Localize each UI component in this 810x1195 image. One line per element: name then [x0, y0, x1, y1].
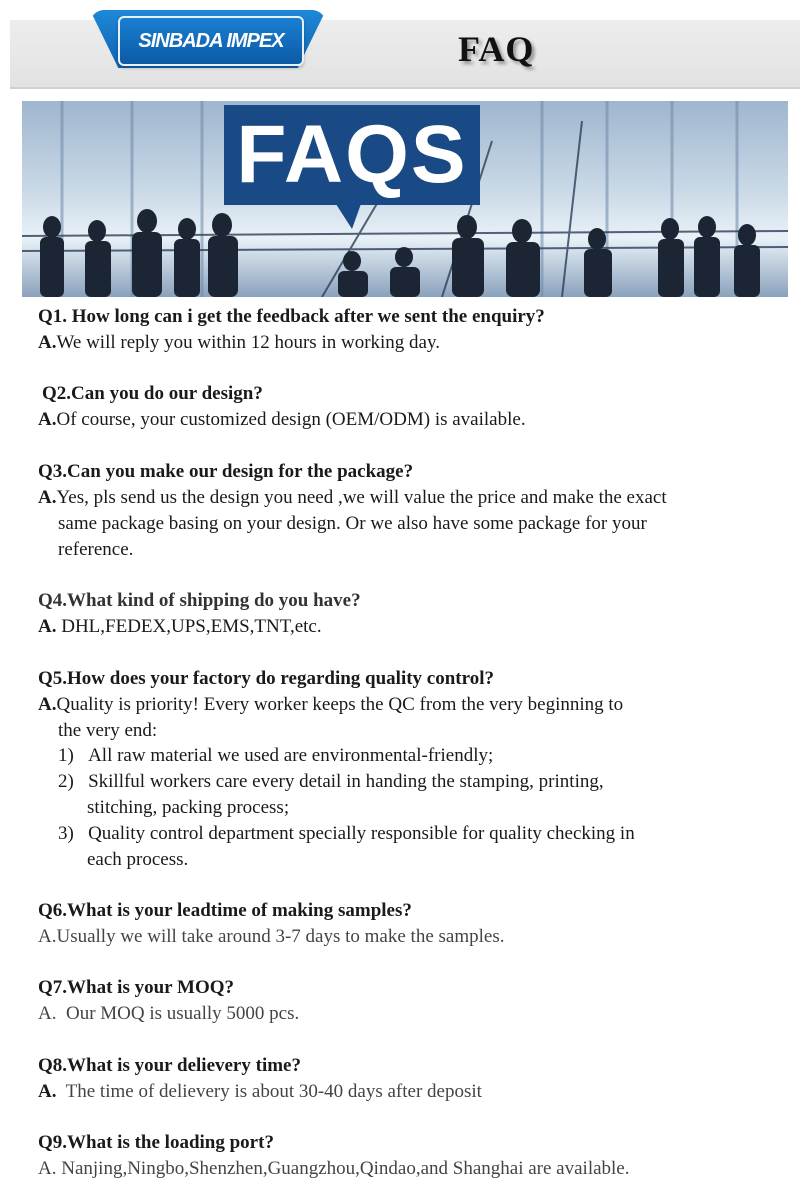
- faq-answer-5: [38, 693, 623, 717]
- answer-text: DHL,FEDEX,UPS,EMS,TNT,etc.: [56, 616, 322, 637]
- faq-point-3-line-2: each process.: [87, 849, 189, 870]
- answer-label: A.: [38, 1158, 57, 1179]
- faq-question-8: [38, 1054, 301, 1078]
- brand-name: SINBADA IMPEX: [138, 29, 284, 52]
- answer-text: Quality is priority! Every worker keeps the QC from the very beginning to: [56, 694, 624, 715]
- question-number: Q8.: [38, 1055, 68, 1076]
- point-number: 2): [58, 771, 74, 792]
- question-text: Can you do our design?: [71, 383, 263, 404]
- answer-text: Nanjing,Ningbo,Shenzhen,Guangzhou,Qindao,and Shanghai are available.: [56, 1158, 630, 1179]
- faq-answer-6: [38, 925, 504, 949]
- answer-text: Of course, your customized design (OEM/ODM) is available.: [56, 409, 526, 430]
- answer-label: A.: [38, 487, 57, 508]
- answer-label: A.: [38, 694, 57, 715]
- faq-answer-2: [38, 408, 526, 432]
- question-number: Q2.: [42, 383, 72, 404]
- faq-question-3: [38, 460, 413, 484]
- question-number: Q9.: [38, 1132, 68, 1153]
- answer-label: A.: [38, 616, 57, 637]
- answer-label: A.: [38, 1003, 57, 1024]
- answer-label: A.: [38, 1081, 57, 1102]
- question-text: Can you make our design for the package?: [67, 461, 414, 482]
- faq-point-3: [58, 822, 635, 846]
- question-number: Q5.: [38, 668, 68, 689]
- faq-question-5: [38, 667, 494, 691]
- point-text: Skillful workers care every detail in handing the stamping, printing,: [88, 771, 604, 792]
- faq-answer-3-line-3: reference.: [58, 539, 134, 560]
- page-title: FAQ: [458, 29, 535, 69]
- faq-answer-1: [38, 331, 440, 355]
- faq-question-4: [38, 589, 361, 613]
- answer-text: We will reply you within 12 hours in working day.: [56, 332, 441, 353]
- answer-label: A.: [38, 332, 57, 353]
- question-text: What is your leadtime of making samples?: [67, 900, 412, 921]
- faq-question-1: [38, 305, 545, 329]
- point-number: 1): [58, 745, 74, 766]
- faq-answer-8: [38, 1080, 482, 1104]
- question-number: Q4.: [38, 590, 68, 611]
- question-number: Q3.: [38, 461, 68, 482]
- answer-label: A.: [38, 926, 57, 947]
- faq-point-2-line-2: stitching, packing process;: [87, 797, 290, 818]
- question-text: What is the loading port?: [67, 1132, 274, 1153]
- faq-point-1: [58, 744, 493, 768]
- question-number: Q1.: [38, 306, 68, 327]
- point-number: 3): [58, 823, 74, 844]
- answer-label: A.: [38, 409, 57, 430]
- banner-heading: FAQS: [236, 109, 468, 200]
- point-text: All raw material we used are environmental-friendly;: [88, 745, 494, 766]
- answer-text: Usually we will take around 3-7 days to make the samples.: [56, 926, 505, 947]
- brand-logo: [118, 16, 304, 66]
- answer-text: Our MOQ is usually 5000 pcs.: [56, 1003, 300, 1024]
- faq-answer-3-line-2: same package basing on your design. Or we also have some package for your: [58, 513, 647, 534]
- question-text: What kind of shipping do you have?: [67, 590, 361, 611]
- answer-text: The time of delievery is about 30-40 days after deposit: [56, 1081, 482, 1102]
- point-text: Quality control department specially responsible for quality checking in: [88, 823, 635, 844]
- faq-question-2: [42, 382, 263, 406]
- faqs-banner: [22, 101, 788, 297]
- faq-question-6: [38, 899, 412, 923]
- faq-answer-3: [38, 486, 667, 510]
- faq-answer-9: [38, 1157, 630, 1181]
- question-text: What is your delievery time?: [67, 1055, 301, 1076]
- answer-text: Yes, pls send us the design you need ,we will value the price and make the exact: [56, 487, 667, 508]
- question-number: Q7.: [38, 977, 68, 998]
- question-text: How long can i get the feedback after we sent the enquiry?: [71, 306, 545, 327]
- faq-question-9: [38, 1131, 274, 1155]
- question-text: How does your factory do regarding quality control?: [67, 668, 495, 689]
- faq-answer-5-line-2: the very end:: [58, 720, 158, 741]
- faq-question-7: [38, 976, 234, 1000]
- faq-answer-7: [38, 1002, 299, 1026]
- question-text: What is your MOQ?: [67, 977, 234, 998]
- question-number: Q6.: [38, 900, 68, 921]
- faq-point-2: [58, 770, 604, 794]
- faq-answer-4: [38, 615, 322, 639]
